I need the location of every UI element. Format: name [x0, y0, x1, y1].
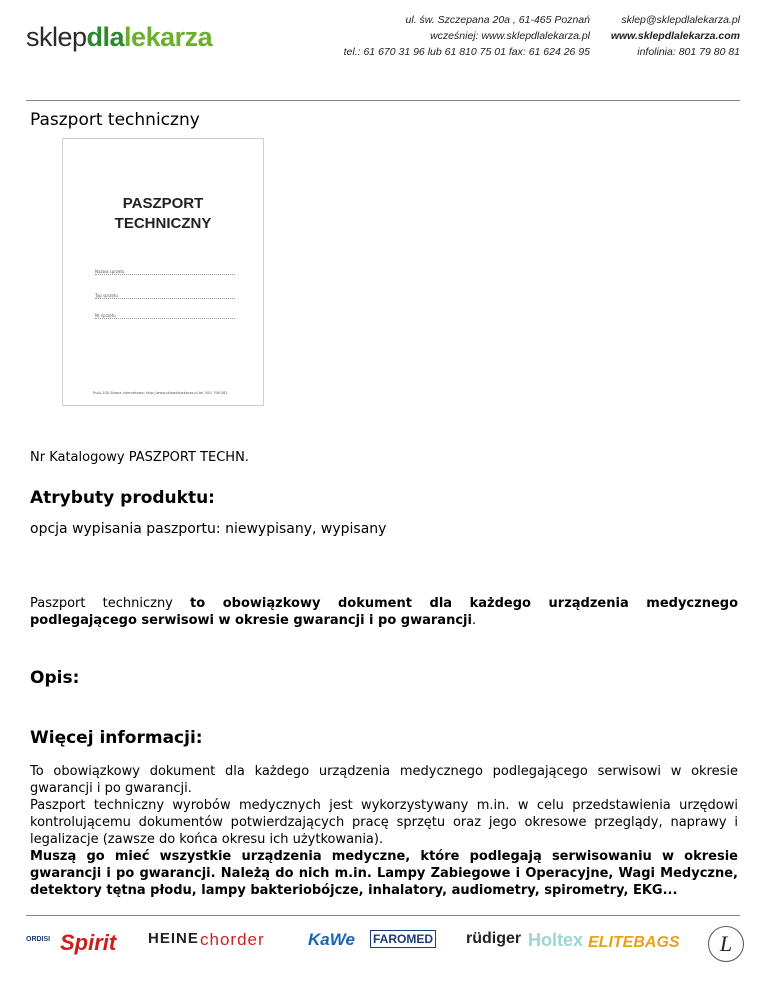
brand-littmann[interactable]: L [708, 926, 744, 962]
contact-email[interactable]: sklep@sklepdlalekarza.pl [621, 14, 740, 26]
footer-divider [26, 915, 740, 916]
more-info-paragraph-1: To obowiązkowy dokument dla każdego urządzenia medycznego podlegającego serwisowi w okresie gwarancji i po gwarancji. [30, 764, 738, 796]
image-field-name: Nazwa sprzętu [95, 269, 235, 275]
image-field-type: Typ sprzętu [95, 293, 235, 299]
contact-block [611, 12, 740, 60]
logo-text-dla: dla [86, 22, 125, 52]
brand-ordisi[interactable]: ORDISI [26, 936, 51, 943]
lead-prefix: Paszport techniczny [30, 596, 191, 611]
product-title: Paszport techniczny [30, 110, 200, 130]
catalog-number [30, 450, 249, 465]
image-heading-line1: PASZPORT [122, 195, 204, 212]
attributes-heading: Atrybuty produktu: [30, 488, 215, 508]
address-street: ul. św. Szczepana 20a , 61-465 Poznań [405, 14, 590, 26]
image-field-number: Nr sprzętu [95, 313, 235, 319]
attribute-label: opcja wypisania paszportu: [30, 521, 221, 537]
page-header [0, 0, 768, 82]
more-info-paragraph-2: Paszport techniczny wyrobów medycznych jest wykorzystywany m.in. w celu przedstawienia urzędowi kontrolującemu dokumentów potwierdzających pracę sprzętu oraz jego okresowe przeglądy, naprawy i legalizacje (zawsze do końca okresu ich użytkowania). [30, 798, 738, 847]
brand-faromed[interactable]: FAROMED [370, 930, 436, 948]
more-info-heading: Więcej informacji: [30, 728, 203, 748]
logo-text-lekarza: lekarza [124, 22, 213, 52]
brand-heine[interactable]: HEINE [148, 930, 199, 947]
description-heading: Opis: [30, 668, 80, 688]
image-footer: PszA-100 Strona internetowa: http://www.sklepdlalekarza.pl tel. 801 798 081 [93, 391, 228, 395]
header-divider [26, 100, 740, 101]
brand-rudiger[interactable]: rüdiger [466, 930, 522, 947]
catalog-label: Nr Katalogowy [30, 450, 125, 465]
more-info-text [30, 763, 738, 899]
image-heading-line2: TECHNICZNY [114, 215, 212, 232]
logo-text-sklep: sklep [26, 22, 87, 52]
address-previous-site: wcześniej: www.sklepdlalekarza.pl [430, 30, 590, 42]
product-image [62, 138, 264, 406]
brand-logos [20, 926, 750, 966]
attribute-row [30, 521, 386, 537]
lead-suffix: . [471, 613, 477, 628]
brand-elitebags[interactable]: ELITEBAGS [588, 934, 680, 951]
lead-bold: to obowiązkowy dokument dla każdego urządzenia medycznego podlegającego serwisowi w okresie gwarancji i po gwarancji [30, 596, 739, 628]
address-phones: tel.: 61 670 31 96 lub 61 810 75 01 fax: 61 624 26 95 [343, 46, 590, 58]
more-info-paragraph-3: Muszą go mieć wszystkie urządzenia medyczne, które podlegają serwisowaniu w okresie gwarancji i po gwarancji. Należą do nich m.in. Lampy Zabiegowe i Operacyjne, Wagi Medyczne, detektory tętna płodu, lampy bakteriobójcze, inhalatory, audiometry, spirometry, EKG... [30, 849, 738, 898]
brand-kawe[interactable]: KaWe [308, 930, 355, 949]
lead-paragraph [30, 595, 738, 629]
attribute-value: niewypisany, wypisany [225, 521, 387, 537]
store-logo[interactable] [26, 22, 212, 53]
address-block [344, 12, 590, 60]
contact-website[interactable]: www.sklepdlalekarza.com [610, 30, 740, 42]
catalog-value: PASZPORT TECHN. [128, 450, 249, 465]
brand-chorder[interactable]: chorder [200, 930, 265, 949]
brand-holtex[interactable]: Holtex [528, 930, 584, 950]
brand-spirit[interactable]: Spirit [60, 930, 117, 955]
contact-hotline: infolinia: 801 79 80 81 [637, 46, 740, 58]
